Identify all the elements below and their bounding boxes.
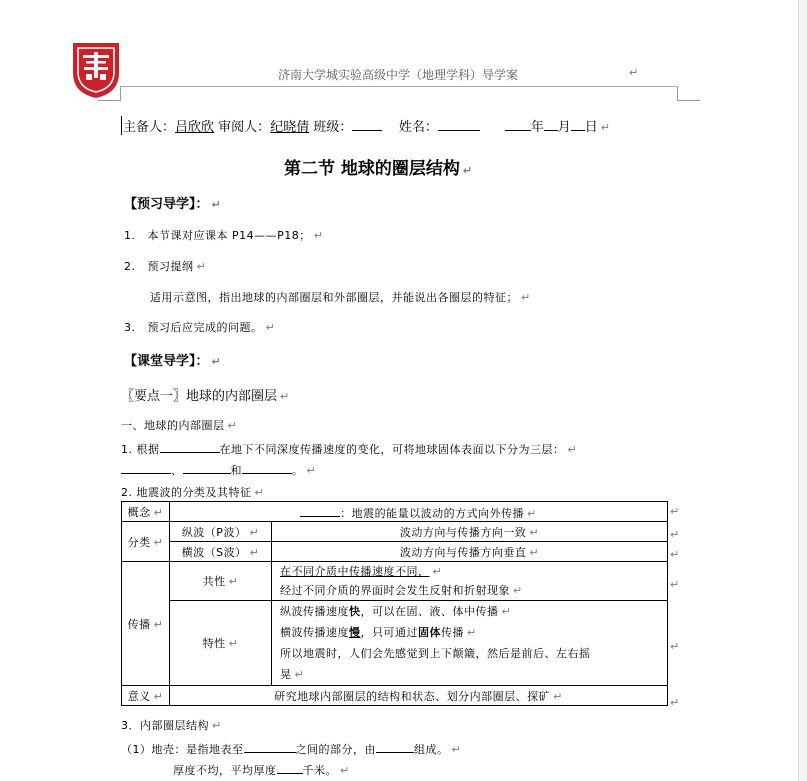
answer-blank[interactable] — [376, 739, 414, 753]
table-row — [122, 542, 668, 562]
cell-text: 共性 — [202, 575, 226, 588]
row-end-mark: ↵ — [670, 696, 680, 709]
cell-text: 横波（S波） — [181, 545, 247, 559]
answer-blank[interactable] — [244, 739, 296, 753]
classroom-heading-line — [124, 350, 221, 369]
month-blank[interactable] — [544, 117, 558, 131]
para-mark: ↵ — [553, 689, 563, 703]
scrollbar-track[interactable] — [798, 0, 807, 781]
s-wave-cell — [170, 542, 272, 562]
question-text: 厚度不均，平均厚度 — [173, 764, 277, 777]
crust-line — [121, 739, 461, 757]
cell-text: 在不同介质中传播速度不同， — [280, 565, 430, 578]
cell-text: ：地震的能量以波动的方式向外传播 — [340, 506, 525, 520]
thickness-line — [173, 760, 350, 778]
answer-blank[interactable] — [121, 460, 171, 474]
cell-text: 传播 — [441, 626, 464, 639]
meaning-label-cell — [122, 686, 170, 706]
school-header-line — [278, 66, 518, 83]
meaning-text-cell — [170, 686, 668, 706]
para-mark: ↵ — [527, 506, 537, 520]
lesson-title: 第二节 地球的圈层结构 — [284, 159, 460, 179]
para-mark: ↵ — [196, 260, 207, 273]
para-mark: ↵ — [228, 637, 239, 650]
question-text: （1）地壳：是指地表至 — [121, 743, 244, 756]
cell-text: 晃 — [280, 668, 292, 681]
s-wave-desc-cell — [272, 542, 668, 562]
question-text: 2. 地震波的分类及其特征 — [121, 486, 252, 499]
para-mark: ↵ — [451, 743, 462, 756]
month-label: 月 — [557, 120, 571, 135]
p-wave-cell — [170, 522, 272, 542]
separator: 。 — [292, 464, 304, 477]
corner-mark-top-right — [677, 86, 700, 101]
table-row — [122, 502, 668, 522]
year-label: 年 — [530, 120, 544, 135]
cell-text: 波动方向与传播方向垂直 — [399, 545, 527, 559]
cell-text: 意义 — [127, 689, 151, 703]
question-text: 千米。 — [302, 764, 337, 777]
item-text: 预习后应完成的问题。 — [147, 321, 263, 334]
name-label: 姓名： — [398, 120, 438, 135]
author-label: 主备人： — [123, 120, 176, 135]
para-mark: ↵ — [265, 321, 276, 334]
cell-text: 传播 — [127, 617, 151, 631]
cell-text: 研究地球内部圈层的结构和状态、划分内部圈层、探矿 — [274, 689, 551, 703]
answer-blank[interactable] — [183, 460, 231, 474]
class-label: 班级： — [313, 120, 353, 135]
para-mark: ↵ — [467, 626, 477, 639]
day-blank[interactable] — [571, 117, 585, 131]
cell-text: 所以地震时，人们会先感觉到上下颠簸，然后是前后、左右摇 — [280, 647, 591, 660]
preview-item-2-detail — [150, 289, 531, 305]
answer-blank[interactable] — [242, 460, 292, 474]
p-wave-desc-cell — [272, 522, 668, 542]
concept-label-cell — [122, 502, 170, 522]
para-mark: ↵ — [227, 419, 238, 432]
para-mark: ↵ — [294, 668, 305, 681]
concept-text-cell — [170, 502, 668, 522]
cell-text: ，只可通过 — [360, 626, 418, 639]
cell-text: 分类 — [127, 535, 151, 549]
preview-heading-line — [124, 193, 221, 212]
table-row — [122, 686, 668, 706]
cell-text: 横波传播速度 — [280, 626, 349, 639]
meta-line — [121, 116, 610, 135]
para-mark: ↵ — [529, 545, 540, 559]
item-number: 1. — [124, 229, 136, 242]
row-end-mark: ↵ — [670, 640, 680, 653]
header-rule — [120, 86, 678, 87]
author-name: 吕欣欣 — [175, 120, 215, 135]
cell-text: 经过不同介质的界面时会发生反射和折射现象 — [280, 584, 510, 597]
reviewer-label: 审阅人： — [218, 120, 271, 135]
para-mark: ↵ — [249, 525, 260, 539]
para-mark: ↵ — [513, 584, 523, 597]
cell-text-bold: 固体 — [418, 626, 441, 639]
para-mark: ↵ — [153, 689, 164, 703]
separator: 、 — [171, 464, 183, 477]
seismic-wave-table — [121, 501, 668, 706]
para-mark: ↵ — [280, 390, 290, 403]
question-text: 3．内部圈层结构 — [121, 719, 209, 732]
class-label-cell — [122, 522, 170, 562]
section-1-line — [121, 417, 237, 433]
answer-blank[interactable] — [160, 439, 220, 453]
item-number: 2. — [124, 260, 136, 273]
item-text: 预习提纲 — [147, 260, 194, 273]
preview-item-3 — [124, 319, 275, 335]
question-3-line — [121, 717, 222, 733]
para-mark: ↵ — [254, 486, 265, 499]
para-mark: ↵ — [228, 575, 239, 588]
point-title: 地球的内部圈层 — [186, 389, 278, 404]
cell-text-bold: 慢 — [349, 626, 361, 639]
special-text-cell — [272, 601, 668, 686]
preview-item-2 — [124, 258, 206, 274]
classroom-heading: 【课堂导学】： — [124, 354, 209, 369]
para-mark: ↵ — [340, 764, 350, 777]
lesson-title-line — [284, 154, 472, 179]
row-end-mark: ↵ — [670, 528, 680, 541]
question-1-line — [121, 439, 577, 457]
question-1-blanks-line — [121, 460, 316, 478]
para-mark: ↵ — [153, 505, 164, 519]
answer-blank[interactable] — [300, 503, 340, 517]
para-mark: ↵ — [501, 605, 512, 618]
answer-blank[interactable] — [277, 760, 303, 774]
point-1-line — [121, 385, 289, 404]
separator: 和 — [230, 464, 242, 477]
preview-item-1 — [124, 227, 323, 243]
para-mark: ↵ — [211, 355, 221, 368]
para-mark: ↵ — [153, 535, 164, 549]
para-mark: ↵ — [521, 291, 531, 304]
cell-text: 纵波（P波） — [181, 525, 247, 539]
question-text: 在地下不同深度传播速度的变化，可将地球固体表面以下分为三层： — [219, 443, 565, 456]
row-end-mark: ↵ — [670, 548, 680, 561]
para-mark: ↵ — [249, 545, 260, 559]
common-text-cell — [272, 562, 668, 601]
special-label-cell — [170, 601, 272, 686]
school-header-text: 济南大学城实验高级中学（地理学科）导学案 — [278, 68, 519, 82]
table-row — [122, 601, 668, 686]
para-mark: ↵ — [432, 565, 443, 578]
preview-heading: 【预习导学】： — [124, 197, 209, 212]
cell-text: 概念 — [127, 505, 151, 519]
para-mark: ↵ — [153, 617, 164, 631]
para-mark: ↵ — [567, 443, 578, 456]
cell-text-bold: 快 — [349, 605, 361, 618]
para-mark: ↵ — [600, 121, 610, 134]
class-blank[interactable] — [352, 117, 382, 131]
table-row — [122, 522, 668, 542]
year-blank[interactable] — [505, 117, 531, 131]
item-detail-text: 适用示意图，指出地球的内部圈层和外部圈层，并能说出各圈层的特征； — [150, 291, 518, 304]
reviewer-name: 纪晓倩 — [270, 120, 310, 135]
question-text: 1. 根据 — [121, 443, 160, 456]
row-end-mark: ↵ — [670, 505, 680, 518]
day-label: 日 — [584, 120, 598, 135]
para-mark: ↵ — [212, 719, 222, 732]
cell-text: ，可以在固、液、体中传播 — [360, 605, 499, 618]
prop-label-cell — [122, 562, 170, 686]
common-label-cell — [170, 562, 272, 601]
para-mark: ↵ — [306, 464, 317, 477]
question-text: 之间的部分，由 — [295, 743, 376, 756]
cell-text: 特性 — [202, 637, 226, 650]
row-end-mark: ↵ — [670, 578, 680, 591]
point-bracket: 〖要点一〗 — [121, 389, 187, 404]
para-mark: ↵ — [313, 229, 324, 242]
para-mark: ↵ — [211, 198, 221, 211]
para-mark: ↵ — [629, 66, 639, 79]
item-number: 3. — [124, 321, 136, 334]
name-blank[interactable] — [438, 117, 480, 131]
para-mark: ↵ — [529, 525, 540, 539]
section-title: 一、地球的内部圈层 — [121, 419, 225, 432]
para-mark: ↵ — [462, 164, 473, 177]
item-text: 本节课对应课本 P14——P18； — [147, 229, 311, 242]
question-text: 组成。 — [414, 743, 449, 756]
cell-text: 纵波传播速度 — [280, 605, 349, 618]
school-logo — [71, 41, 121, 99]
table-row — [122, 562, 668, 601]
cell-text: 波动方向与传播方向一致 — [399, 525, 527, 539]
question-2-line — [121, 484, 264, 500]
